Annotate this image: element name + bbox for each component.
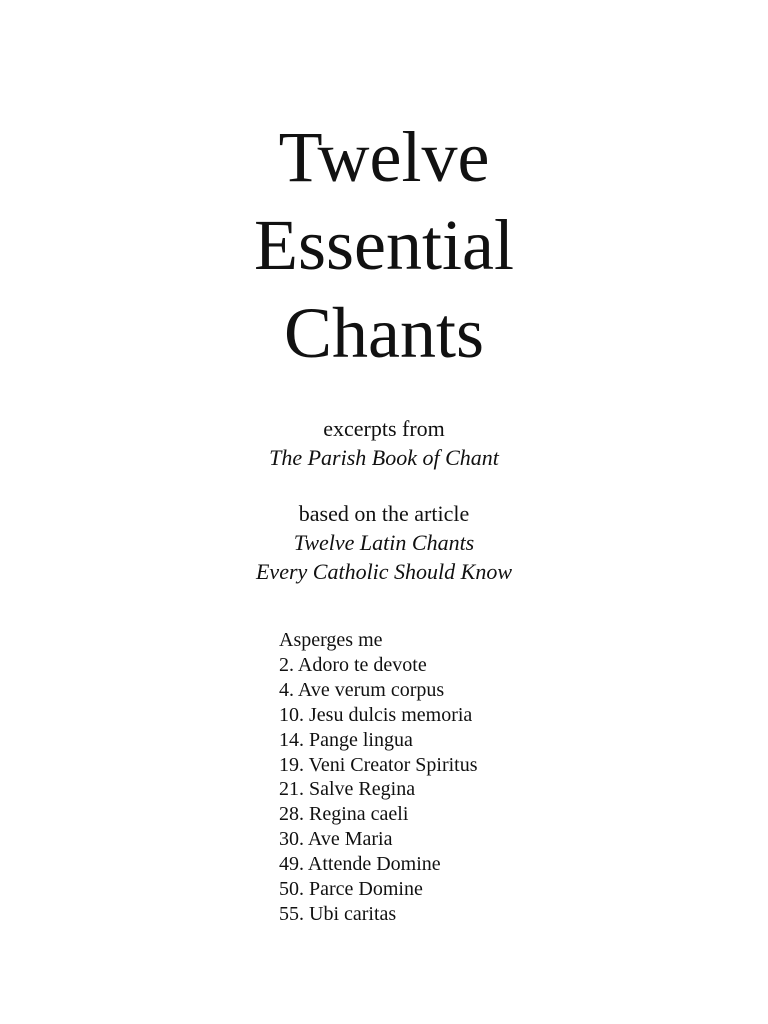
book-title: The Parish Book of Chant: [269, 445, 499, 470]
based-on-label: based on the article: [298, 501, 470, 526]
list-item: 2. Adoro te devote: [279, 653, 427, 676]
list-item: Asperges me: [279, 629, 383, 651]
list-item: 10. Jesu dulcis memoria: [279, 703, 473, 726]
article-title-line-2: Every Catholic Should Know: [255, 559, 513, 584]
list-item: 30. Ave Maria: [279, 828, 393, 851]
title-line-2: Essential: [254, 205, 514, 285]
list-item: 14. Pange lingua: [279, 728, 413, 751]
list-item: 49. Attende Domine: [279, 853, 441, 876]
excerpts-label: excerpts from: [323, 416, 445, 441]
list-item: 28. Regina caeli: [279, 803, 409, 826]
list-item: 21. Salve Regina: [279, 778, 416, 801]
list-item: 4. Ave verum corpus: [279, 678, 445, 701]
list-item: 55. Ubi caritas: [279, 902, 397, 925]
article-title-line-1: Twelve Latin Chants: [293, 530, 475, 555]
chant-list: [279, 628, 478, 927]
list-item: 19. Veni Creator Spiritus: [279, 753, 478, 776]
title-line-1: Twelve: [278, 117, 490, 197]
title-line-3: Chants: [283, 293, 484, 373]
list-item: 50. Parce Domine: [279, 878, 423, 901]
